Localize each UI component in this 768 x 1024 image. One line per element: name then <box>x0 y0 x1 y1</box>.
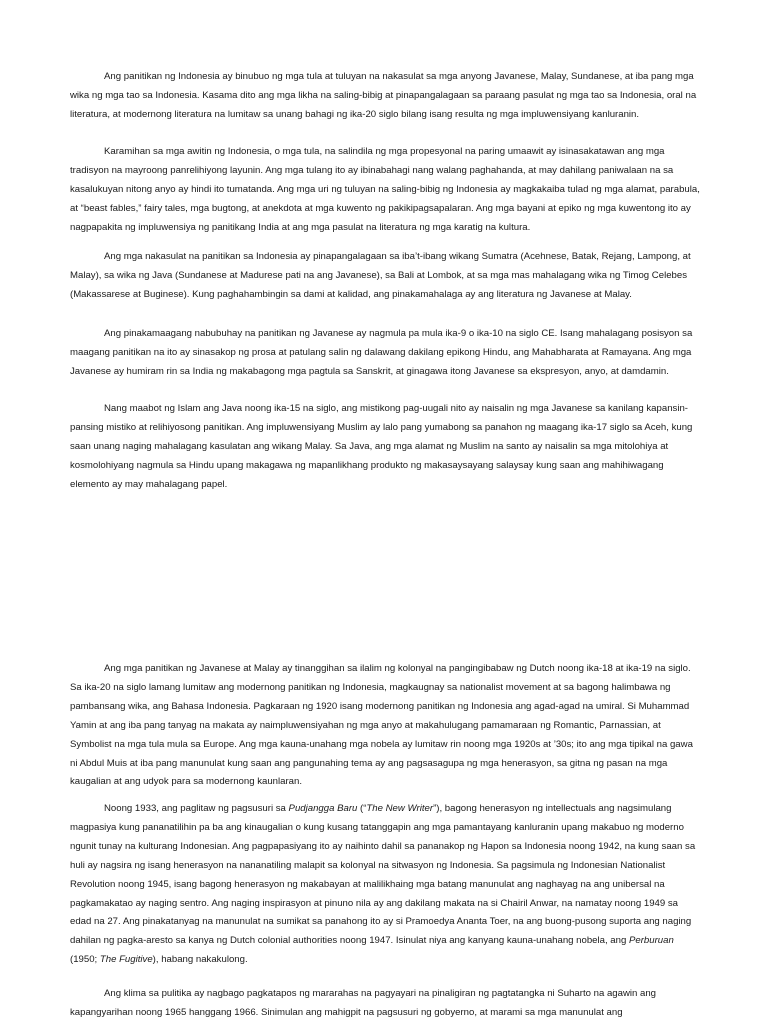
novel-title-english: The Fugitive <box>99 954 153 966</box>
paragraph-7-body: ”), bagong henerasyon ng intellectuals ang nagsimulang magpasiya kung pananatilihin pa ba ang kinaugalian o kung kusang tatanggapin ang mga pamantayang kanluranin upang makabuo ng moderno ngunit tunay na kulturang Indonesian. Ang pagpapasiyang ito ay naihinto dahil sa pananakop ng Hapon sa Indonesia noong 1942, na kung saan sa huli ay nagsira ng isang henerasyon na nananatiling malapit sa kolonyal na sitwasyon ng Indonesia. Sa pagsimula ng Indonesian Nationalist Revolution noong 1945, isang bagong henerasyon ng makabayan at malilikhaing mga batang manunulat ang naghayag na ang unibersal na pagkamakatao ay naging sentro. Ang naging inspirasyon at pinuno nila ay ang dakilang makata na si Chairil Anwar, na namatay noong 1949 sa edad na 27. Ang pinakatanyag na manunulat na sumikat sa panahong ito ay si Pramoedya Ananta Toer, na ang buong-pusong suporta ang naging dahilan ng pagka-aresto sa kanya ng Dutch colonial authorities noong 1947. Isinulat niya ang kanyang kauna-unahang nobela, ang <box>70 803 696 947</box>
paragraph-6: Ang mga panitikan ng Javanese at Malay ay tinanggihan sa ilalim ng kolonyal na pangingibabaw ng Dutch noong ika-18 at ika-19 na siglo. Sa ika-20 na siglo lamang lumitaw ang modernong panitikan ng Indonesia, magkaugnay sa nationalist movement at sa bagong halimbawa ng pambansang wika, ang Bahasa Indonesia. Pagkaraan ng 1920 isang modernong panitikan ng Indonesia ang agad-agad na umiral. Si Muhammad Yamin at ang iba pang tanyag na makata ay naimpluwensiyahan ng mga anyo at makahulugang pamamaraan ng Romantic, Parnassian, at Symbolist na mga tula mula sa Europe. Ang mga kauna-unahang mga nobela ay lumitaw rin noong mga 1920s at ’30s; ito ang mga tipikal na gawa ni Abdul Muis at iba pang manunulat kung saan ang pangunahing tema ay ang pagsasagupa ng mga henerasyon, sa gitna ng pasan na mga kaugalian at ang udyok para sa modernong kaunlaran. <box>70 663 693 788</box>
paragraph-7-lead: Noong 1933, ang paglitaw ng pagsusuri sa <box>104 803 289 814</box>
paragraph-1: Ang panitikan ng Indonesia ay binubuo ng mga tula at tuluyan na nakasulat sa mga anyong Javanese, Malay, Sundanese, at iba pang mga wika ng mga tao sa Indonesia. Kasama dito ang mga likha na saling-bibig at pinapangalagaan sa paraang pasulat ng mga tao sa Indonesia, oral na literatura, at modernong literatura na lumitaw sa unang bahagi ng ika-20 siglo bilang isang resulta ng mga impluwensiyang kanluranin. <box>70 71 697 120</box>
journal-title-english: The New Writer <box>366 803 434 814</box>
paragraph-7-end: ), habang nakakulong. <box>152 954 248 966</box>
novel-title: Perburuan <box>628 935 674 947</box>
paragraph-7-quote-open: (“ <box>357 803 367 814</box>
paragraph-3: Ang mga nakasulat na panitikan sa Indonesia ay pinapangalagaan sa iba’t-ibang wikang Sumatra (Acehnese, Batak, Rejang, Lampong, at Malay), sa wika ng Java (Sundanese at Madurese pati na ang Javanese), sa Bali at Lombok, at sa mga mas mahalagang wika ng Timog Celebes (Makassarese at Buginese). Kung paghahambingin sa dami at kalidad, ang pinakamahalaga ay ang literatura ng Javanese at Malay. <box>70 251 691 300</box>
paragraph-7 <box>70 800 700 970</box>
paragraph-4: Ang pinakamaagang nabubuhay na panitikan ng Javanese ay nagmula pa mula ika-9 o ika-10 na siglo CE. Isang mahalagang posisyon sa maagang panitikan na ito ay sinasakop ng prosa at patulang salin ng dalawang dakilang epikong Hindu, ang Mahabharata at Ramayana. Ang mga Javanese ay humiram rin sa India ng makabagong mga pagtula sa Sanskrit, at ginagawa itong Javanese sa ekspresyon, anyo, at damdamin. <box>70 328 693 377</box>
paragraph-8: Ang klima sa pulitika ay nagbago pagkatapos ng mararahas na pagyayari na pinaligiran ng pagtatangka ni Suharto na agawin ang kapangyarihan noong 1965 hanggang 1966. Sinimulan ang mahigpit na pagsusuri ng gobyerno, at marami sa mga manunulat ang <box>70 988 657 1018</box>
paragraph-2: Karamihan sa mga awitin ng Indonesia, o mga tula, na salindila ng mga propesyonal na paring umaawit ay isinasakatawan ang mga tradisyon na mayroong panrelihiyong layunin. Ang mga tulang ito ay ibinabahagi nang walang paghahanda, at may dahilang paniwalaan na sa kasalukuyan nitong anyo ay hindi ito tumatanda. Ang mga uri ng tuluyan na saling-bibig ng Indonesia ay magkakaiba tulad ng mga alamat, parabula, at “beast fables,” fairy tales, mga bugtong, at anekdota at mga kuwento ng pakikipagsapalaran. Ang mga bayani at epiko ng mga kuwentong ito ay nagpapakita ng impluwensiya ng panitikang India at ang mga pasulat na literatura ng mga karatig na kultura. <box>70 146 700 233</box>
paragraph-7-year: (1950; <box>70 954 100 966</box>
paragraph-5: Nang maabot ng Islam ang Java noong ika-15 na siglo, ang mistikong pag-uugali nito ay naisalin ng mga Javanese sa kanilang kapansin-pansing mistiko at relihiyosong panitikan. Ang impluwensiyang Muslim ay lalo pang yumabong sa panahon ng maagang ika-17 siglo sa Aceh, kung saan unang naging mahalagang kasulatan ang wikang Malay. Sa Java, ang mga alamat ng Muslim na santo ay naisalin sa mga mitolohiya at kosmolohiyang nagmula sa Hindu upang makagawa ng mapanlikhang produkto ng makasaysayang salaysay kung saan ang mahihiwagang elemento ay may mahalagang papel. <box>70 403 693 490</box>
journal-title: Pudjangga Baru <box>288 803 358 814</box>
